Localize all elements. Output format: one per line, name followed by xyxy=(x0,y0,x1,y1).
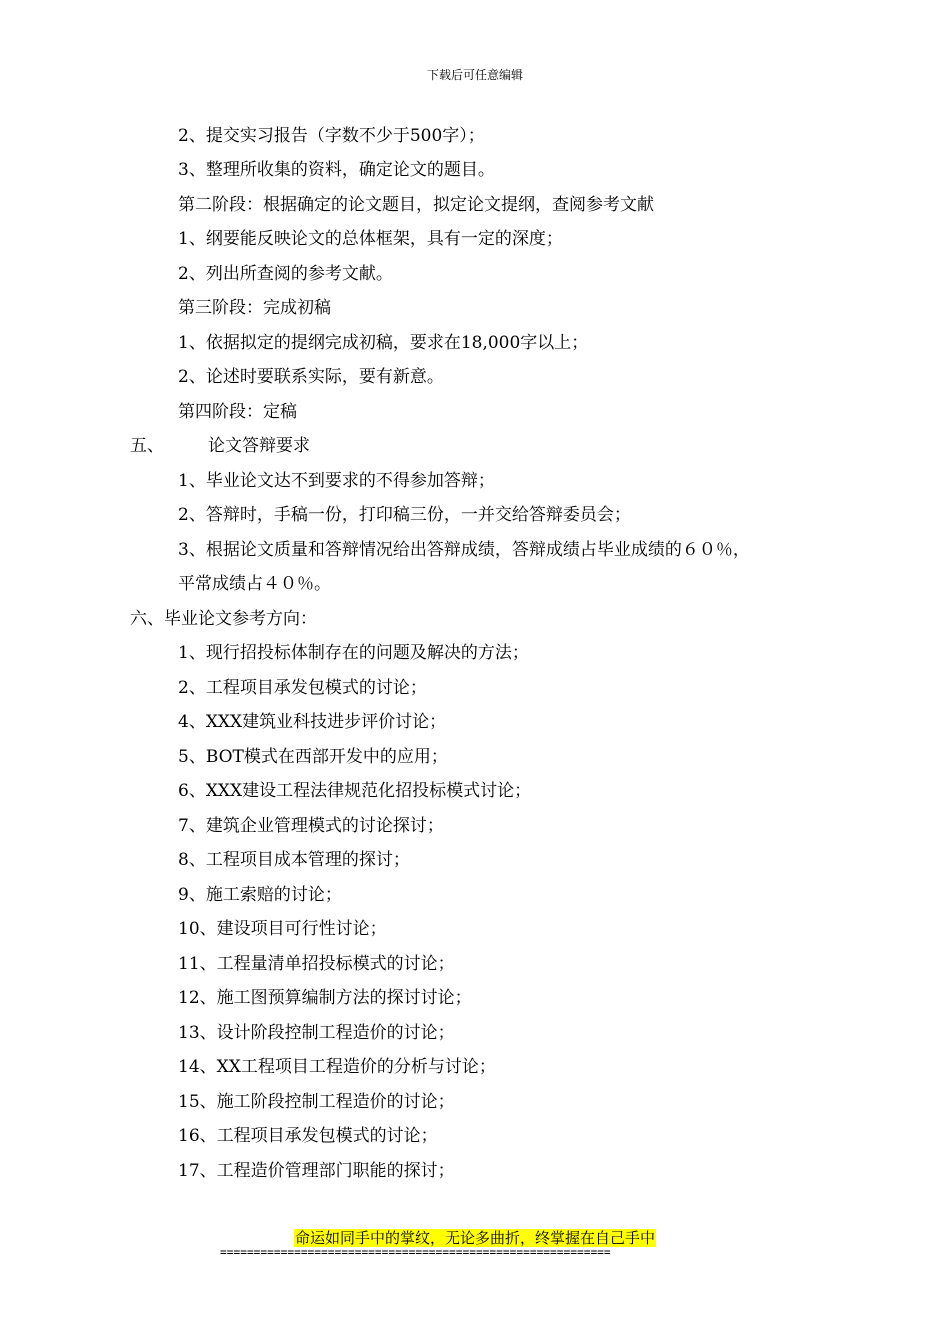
list-item: 2、答辩时，手稿一份，打印稿三份，一并交给答辩委员会； xyxy=(178,505,631,525)
list-item: 平常成绩占４０％。 xyxy=(178,574,331,594)
page-header: 下载后可任意编辑 xyxy=(426,68,523,82)
page-footer xyxy=(0,1228,950,1247)
list-item: 11、工程量清单招投标模式的讨论； xyxy=(178,954,455,974)
text-line: 第二阶段：根据确定的论文题目，拟定论文提纲，查阅参考文献 xyxy=(178,195,654,215)
list-item: 5、BOT模式在西部开发中的应用； xyxy=(178,747,448,767)
list-item: 3、根据论文质量和答辩情况给出答辩成绩，答辩成绩占毕业成绩的６０％， xyxy=(178,540,750,560)
text-line: 1、纲要能反映论文的总体框架，具有一定的深度； xyxy=(178,229,563,249)
list-item: 4、XXX建筑业科技进步评价讨论； xyxy=(178,712,447,732)
list-item: 16、工程项目承发包模式的讨论； xyxy=(178,1126,438,1146)
text-line: 第三阶段：完成初稿 xyxy=(178,298,331,318)
list-item: 1、现行招投标体制存在的问题及解决的方法； xyxy=(178,643,529,663)
list-item: 10、建设项目可行性讨论； xyxy=(178,919,387,939)
list-item: 15、施工阶段控制工程造价的讨论； xyxy=(178,1092,455,1112)
text-line: 1、依据拟定的提纲完成初稿，要求在18,000字以上； xyxy=(178,333,589,353)
list-item: 12、施工图预算编制方法的探讨讨论； xyxy=(178,988,472,1008)
section-number: 五、 xyxy=(130,436,164,456)
footer-motto: 命运如同手中的掌纹，无论多曲折，终掌握在自己手中 xyxy=(294,1229,655,1247)
list-item: 9、施工索赔的讨论； xyxy=(178,885,342,905)
section-title: 论文答辩要求 xyxy=(208,436,310,456)
list-item: 2、工程项目承发包模式的讨论； xyxy=(178,678,427,698)
list-item: 8、工程项目成本管理的探讨； xyxy=(178,850,410,870)
text-line: 2、列出所查阅的参考文献。 xyxy=(178,264,393,284)
list-item: 6、XXX建设工程法律规范化招投标模式讨论； xyxy=(178,781,532,801)
section-heading-6: 六、毕业论文参考方向： xyxy=(130,609,317,629)
footer-rule: ========================================================== xyxy=(220,1246,611,1259)
text-line: 第四阶段：定稿 xyxy=(178,402,297,422)
list-item: 17、工程造价管理部门职能的探讨； xyxy=(178,1161,455,1181)
text-line: 2、提交实习报告（字数不少于500字）； xyxy=(178,126,485,146)
text-line: 2、论述时要联系实际，要有新意。 xyxy=(178,367,444,387)
text-line: 3、整理所收集的资料，确定论文的题目。 xyxy=(178,160,495,180)
list-item: 7、建筑企业管理模式的讨论探讨； xyxy=(178,816,444,836)
list-item: 13、设计阶段控制工程造价的讨论； xyxy=(178,1023,455,1043)
list-item: 1、毕业论文达不到要求的不得参加答辩； xyxy=(178,471,495,491)
section-heading-5 xyxy=(130,435,310,457)
list-item: 14、XX工程项目工程造价的分析与讨论； xyxy=(178,1057,496,1077)
